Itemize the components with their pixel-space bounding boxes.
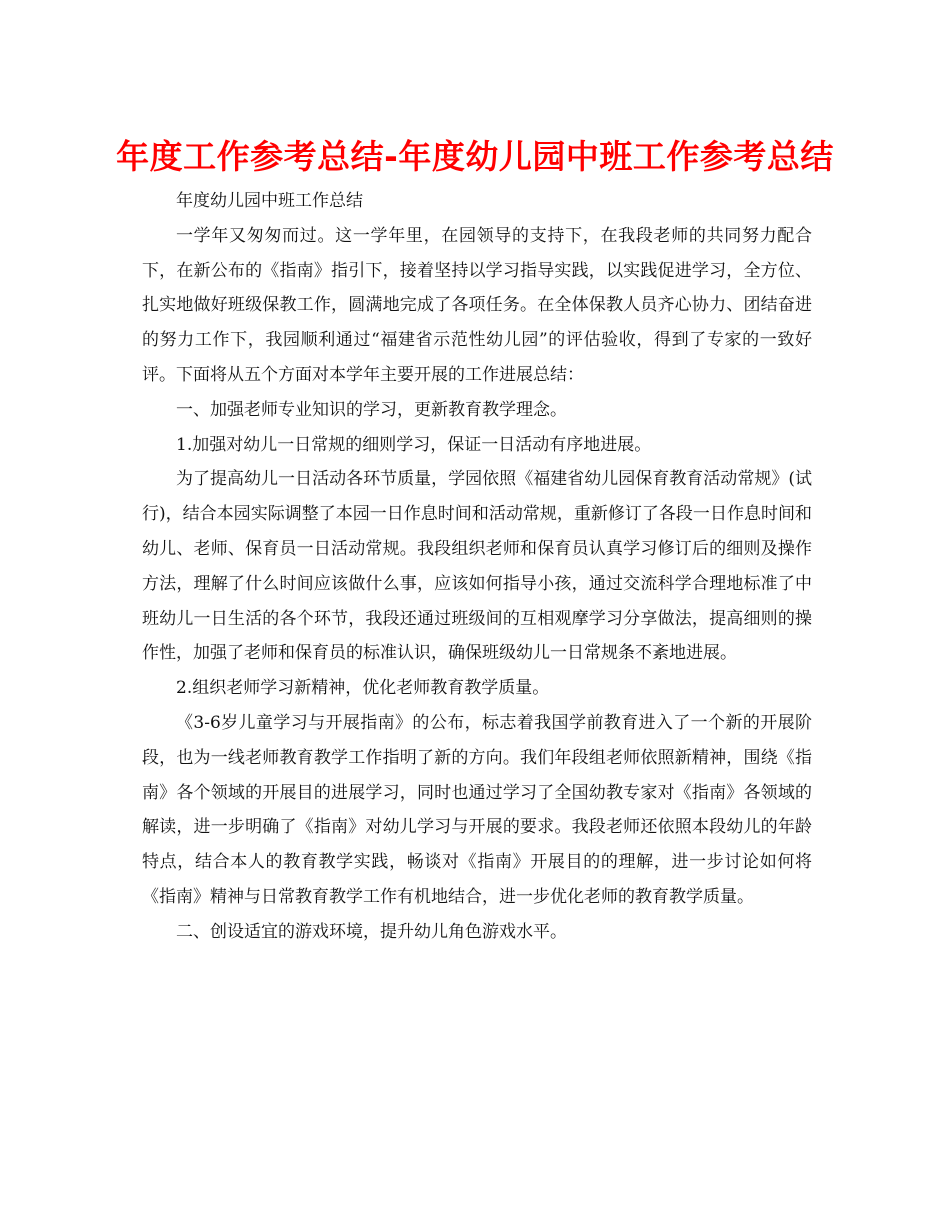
paragraph-daily-routine: 为了提高幼儿一日活动各环节质量，学园依照《福建省幼儿园保育教育活动常规》(试行)，结合本园实际调整了本园一日作息时间和活动常规，重新修订了各段一日作息时间和幼儿、老师、保育员一日活动常规。我段组织老师和保育员认真学习修订后的细则及操作方法，理解了什么时间应该做什么事，应该如何指导小孩，通过交流科学合理地标准了中班幼儿一日生活的各个环节，我段还通过班级间的互相观摩学习分享做法，提高细则的操作性，加强了老师和保育员的标准认识，确保班级幼儿一日常规条不紊地进展。	[142, 469, 812, 664]
document-title: 年度工作参考总结-年度幼儿园中班工作参考总结	[116, 137, 834, 176]
section-heading-2: 二、创设适宜的游戏环境，提升幼儿角色游戏水平。	[176, 921, 567, 942]
paragraph-intro: 一学年又匆匆而过。这一学年里，在园领导的支持下，在我段老师的共同努力配合下，在新公布的《指南》指引下，接着坚持以学习指导实践，以实践促进学习，全方位、扎实地做好班级保教工作，圆满地完成了各项任务。在全体保教人员齐心协力、团结奋进的努力工作下，我园顺利通过“福建省示范性幼儿园”的评估验收，得到了专家的一致好评。下面将从五个方面对本学年主要开展的工作进展总结：	[142, 225, 812, 385]
subsection-heading-1-2: 2.组织老师学习新精神，优化老师教育教学质量。	[176, 678, 550, 699]
paragraph-guide-study: 《3-6岁儿童学习与开展指南》的公布，标志着我国学前教育进入了一个新的开展阶段，也为一线老师教育教学工作指明了新的方向。我们年段组老师依照新精神，围绕《指南》各个领域的开展目的进展学习，同时也通过学习了全国幼教专家对《指南》各领域的解读，进一步明确了《指南》对幼儿学习与开展的要求。我段老师还依照本段幼儿的年龄特点，结合本人的教育教学实践，畅谈对《指南》开展目的的理解，进一步讨论如何将《指南》精神与日常教育教学工作有机地结合，进一步优化老师的教育教学质量。	[142, 712, 812, 907]
paragraph-subtitle: 年度幼儿园中班工作总结	[176, 191, 363, 211]
subsection-heading-1-1: 1.加强对幼儿一日常规的细则学习，保证一日活动有序地进展。	[176, 434, 652, 455]
document-body	[142, 184, 812, 950]
section-heading-1: 一、加强老师专业知识的学习，更新教育教学理念。	[176, 399, 567, 420]
